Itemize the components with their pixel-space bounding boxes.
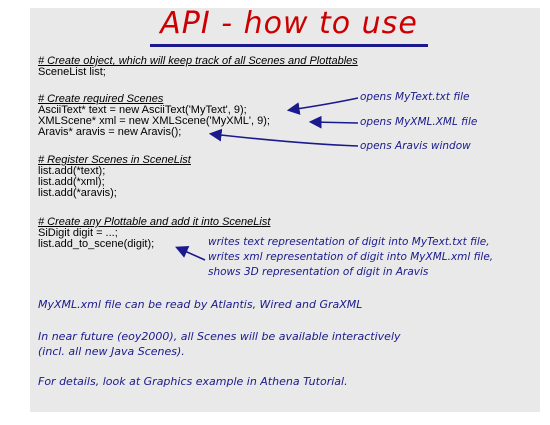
note-near-future-line1: In near future (eoy2000), all Scenes will be available interactively — [38, 330, 401, 343]
note-readable-by: MyXML.xml file can be read by Atlantis, Wired and GraXML — [38, 298, 363, 311]
arrow-to-add-to-scene — [178, 248, 205, 260]
comment-create-object: # Create object, which will keep track of all Scenes and Plottables — [38, 55, 358, 67]
code-line-add-xml: list.add(*xml); — [38, 176, 105, 188]
comment-create-scenes: # Create required Scenes — [38, 93, 164, 105]
code-line-ascii: AsciiText* text = new AsciiText('MyText', 9); — [38, 104, 247, 116]
code-line-sidigit: SiDigit digit = ...; — [38, 227, 118, 239]
annotation-opens-aravis: opens Aravis window — [360, 140, 471, 152]
arrow-to-xml-line — [312, 122, 358, 123]
code-line-xml: XMLScene* xml = new XMLScene('MyXML', 9); — [38, 115, 270, 127]
annotation-writes-text: writes text representation of digit into MyText.txt file, — [208, 236, 490, 248]
comment-register: # Register Scenes in SceneList — [38, 154, 191, 166]
slide-title: API - how to use — [160, 6, 418, 41]
note-details: For details, look at Graphics example in Athena Tutorial. — [38, 375, 348, 388]
code-line-add-to-scene: list.add_to_scene(digit); — [38, 238, 155, 250]
annotation-opens-myxml: opens MyXML.XML file — [360, 116, 478, 128]
note-near-future-line2: (incl. all new Java Scenes). — [38, 345, 185, 358]
comment-plottable: # Create any Plottable and add it into SceneList — [38, 216, 271, 228]
code-line-add-aravis: list.add(*aravis); — [38, 187, 117, 199]
code-line-aravis: Aravis* aravis = new Aravis(); — [38, 126, 182, 138]
code-line-add-text: list.add(*text); — [38, 165, 106, 177]
arrow-to-ascii-line — [290, 98, 358, 110]
annotation-opens-mytext: opens MyText.txt file — [360, 91, 470, 103]
code-line-scenelist: SceneList list; — [38, 66, 106, 78]
annotation-shows-3d: shows 3D representation of digit in Aravis — [208, 266, 429, 278]
arrow-to-aravis-line — [212, 134, 358, 146]
annotation-writes-xml: writes xml representation of digit into MyXML.xml file, — [208, 251, 494, 263]
